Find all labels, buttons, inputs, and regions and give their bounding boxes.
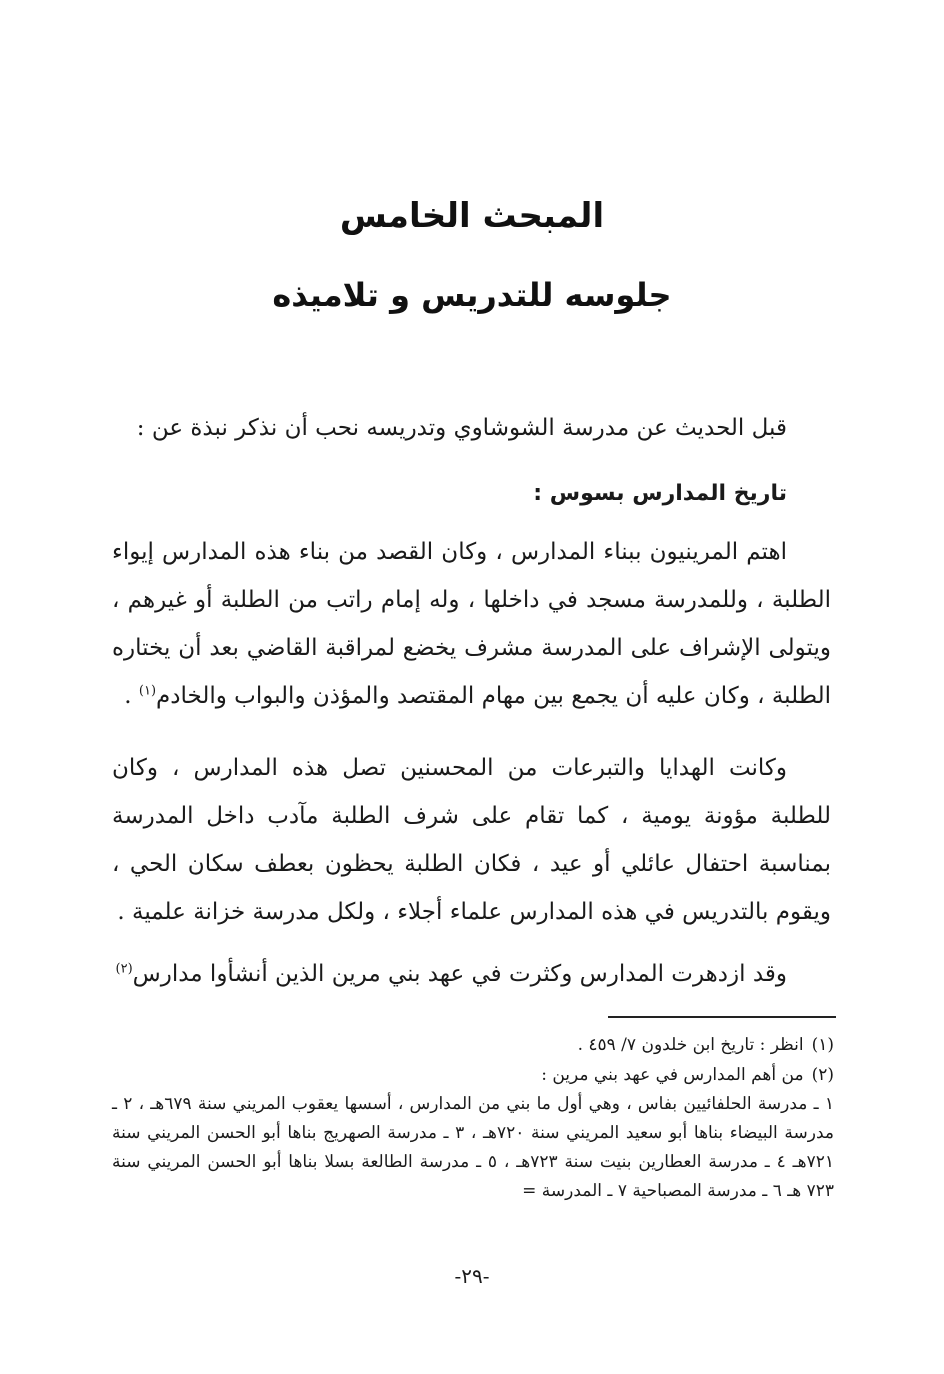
section-title: المبحث الخامس — [339, 196, 605, 236]
footnote-ref-2[interactable]: (٢) — [115, 961, 133, 977]
paragraph-1-end: . — [124, 683, 139, 709]
paragraph-3 — [112, 950, 831, 998]
paragraph-2: وكانت الهدايا والتبرعات من المحسنين تصل هذه المدارس ، وكان للطلبة مؤونة يومية ، كما تقام على شرف الطلبة مآدب داخل المدرسة بمناسبة احتفال عائلي أو عيد ، فكان الطلبة يحظون بعطف سكان الحي ، ويقوم بالتدريس في هذه المدارس علماء أجلاء ، ولكل مدرسة خزانة علمية . — [112, 755, 831, 925]
paragraph-3-text: وقد ازدهرت المدارس وكثرت في عهد بني مرين الذين أنشأوا مدارس — [132, 961, 787, 987]
footnote-1-number: (١) — [811, 1035, 834, 1055]
chapter-title: جلوسه للتدريس و تلاميذه — [272, 276, 672, 314]
subheading: تاريخ المدارس بسوس : — [533, 481, 787, 506]
footnote-2 — [112, 1060, 834, 1090]
footnote-2-text: من أهم المدارس في عهد بني مرين : — [541, 1065, 804, 1085]
paragraph-1 — [112, 528, 831, 720]
footnotes — [112, 1030, 834, 1206]
paragraph-1-text: اهتم المرينيون ببناء المدارس ، وكان القصد من بناء هذه المدارس إيواء الطلبة ، وللمدرسة مسجد في داخلها ، وله إمام راتب من الطلبة أو غيرهم ، ويتولى الإشراف على المدرسة مشرف يخضع لمراقبة القاضي بعد أن يختاره الطلبة ، وكان عليه أن يجمع بين مهام المقتصد والمؤذن والبواب والخادم — [112, 539, 831, 709]
page-number: -٢٩- — [454, 1264, 490, 1288]
footnote-1 — [112, 1030, 834, 1060]
footnote-2-body: ١ ـ مدرسة الحلفائيين بفاس ، وهي أول ما بني من المدارس ، أسسها يعقوب المريني سنة ٦٧٩هـ ، ٢ ـ مدرسة البيضاء بناها أبو سعيد المريني سنة ٧٢٠هـ ، ٣ ـ مدرسة الصهريج بناها أبو الحسن المريني سنة ٧٢١هـ ٤ ـ مدرسة العطارين بنيت سنة ٧٢٣هـ ، ٥ ـ مدرسة الطالعة بسلا بناها أبو الحسن المريني سنة ٧٢٣ هـ ٦ ـ مدرسة المصباحية ٧ ـ المدرسة = — [112, 1094, 834, 1201]
footnote-divider — [608, 1016, 836, 1018]
intro-paragraph: قبل الحديث عن مدرسة الشوشاوي وتدريسه نحب أن نذكر نبذة عن : — [136, 415, 787, 441]
footnote-ref-1[interactable]: (١) — [138, 683, 157, 699]
footnote-2-number: (٢) — [811, 1065, 834, 1085]
footnote-1-text: انظر : تاريخ ابن خلدون ٧/ ٤٥٩ . — [577, 1035, 804, 1055]
